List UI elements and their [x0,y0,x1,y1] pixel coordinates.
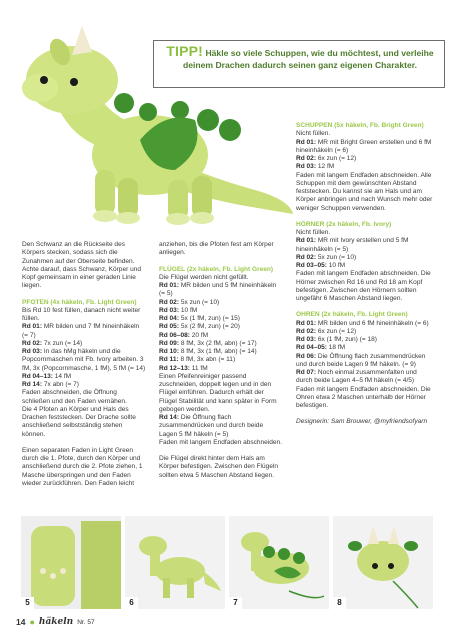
ohren-round-7: Rd 07: Noch einmal zusammenfalten und durch beide Lagen 4–5 fM häkeln (= 4/5) [296,369,417,385]
pfoten-round-14: Rd 14: 7x abn (= 7) [22,381,79,388]
flugel-round-4: Rd 04: 5x (1 fM, zun) (= 15) [159,315,240,322]
pfoten-close: Faden abschneiden, die Öffnung schließen und den Faden vernähen. [22,389,127,405]
flugel-round-9: Rd 09: 8 fM, 3x (2 fM, abn) (= 17) [159,339,257,347]
step-photo-8 [333,516,433,609]
ohren-round-4: Rd 04–05: 18 fM [296,344,346,352]
step-photo-8-image [333,516,433,609]
pfoten-round-2: Rd 02: 7x zun (= 14) [22,339,83,347]
step-photo-6-image [125,516,225,609]
flugel-cut: Faden mit langem Endfaden abschneiden. [159,438,283,446]
horner-paragraph: Faden mit langem Endfaden abschneiden. Die Hörner zwischen Rd 16 und Rd 18 am Kopf befestigen. Zwischen den Hörnern sollten ungefähr 6 Maschen Abstand liegen. [296,270,431,302]
schuppen-paragraph: Faden mit langem Endfaden abschneiden. Alle Schuppen mit dem gewünschten Abstand feststecken. Du kannst sie am Hals und am Körper anbringen und nach Wunsch mehr oder weniger Schuppen verwenden. [296,171,433,212]
step-photo-7 [229,516,329,609]
pfoten-intro: Bis Rd 10 fest füllen, danach nicht weiter füllen. [22,306,141,322]
flugel-round-2: Rd 02: 5x zun (= 10) [159,298,220,306]
flugel-pipecleaner: Einen Pfeifenreiniger passend zuschneiden, doppelt legen und in den Flügel einführen. Dadurch erhält der Flügel Stabilität und kann später in Form gebogen werden. [159,372,277,413]
text-column-3 [296,122,433,427]
tail-paragraph: Den Schwanz an die Rückseite des Körpers stecken, sodass sich die Zunahmen auf der Oberseite befinden. Achte darauf, dass Schwanz, Körper und Kopf gemeinsam in einer geraden Linie liegen. [22,241,142,290]
bullet-icon: ● [29,617,35,627]
page-number: 14 [16,617,26,627]
pfoten-heading: PFOTEN (4x häkeln, Fb. Light Green) [22,298,137,306]
pfoten-round-3: Rd 03: In das hMg häkeln und die Popcornmaschen mit Fb. Ivory arbeiten. 3 fM, 3x (Popcornmasche, 1 fM), 5 fM (= 14) [22,348,146,372]
tip-label: TIPP! [166,43,204,59]
text-column-1 [22,241,146,488]
pfoten-round-1: Rd 01: MR bilden und 7 fM hineinhäkeln (= 7) [22,323,140,339]
flugel-round-1: Rd 01: MR bilden und 5 fM hineinhäkeln (= 5) [159,282,277,298]
magazine-name: häkeln [38,617,74,627]
pfoten-attach: Die 4 Pfoten an Körper und Hals des Drachen feststecken. Der Drache sollte anschließend selbstständig stehen können. [22,405,136,438]
ohren-round-3: Rd 03: 6x (1 fM, zun) (= 18) [296,336,377,343]
step-number-7: 7 [229,597,242,609]
flugel-round-11: Rd 11: 8 fM, 3x abn (= 11) [159,356,236,364]
step-number-5: 5 [21,597,34,609]
step-photo-5-image [21,516,121,609]
flugel-round-3: Rd 03: 10 fM [159,306,198,314]
text-column-2 [159,241,283,480]
horner-round-3: Rd 03–05: 10 fM [296,262,346,269]
schuppen-round-2: Rd 02: 6x zun (= 12) [296,155,357,162]
pfoten-round-4: Rd 04–13: 14 fM [22,372,72,380]
ohren-heading: OHREN (2x häkeln, Fb. Light Green) [296,311,408,319]
step-photo-6 [125,516,225,609]
ohren-round-6: Rd 06: Die Öffnung flach zusammendrücken und durch beide Lagen 9 fM häkeln. (= 9) [296,352,426,368]
schuppen-round-3: Rd 03: 12 fM [296,163,335,171]
designer-credit: Designerin: Sam Brouwer, @myfriendsofyarn [296,418,428,426]
ohren-round-1: Rd 01: MR bilden und 6 fM hineinhäkeln (= 6) [296,319,429,327]
flugel-round-5: Rd 05: 5x (2 fM, zun) (= 20) [159,323,240,331]
flugel-intro: Die Flügel werden nicht gefüllt. [159,273,249,281]
ohren-paragraph: Faden mit langem Endfaden abschneiden. Die Ohren etwa 2 Maschen unterhalb der Hörner befestigen. [296,385,431,409]
dragon-hero-image [0,0,300,230]
ohren-round-2: Rd 02: 6x zun (= 12) [296,327,357,335]
horner-heading: HÖRNER (2x häkeln, Fb. Ivory) [296,220,392,228]
issue-number: Nr. 57 [77,618,95,626]
schuppen-heading: SCHUPPEN (5x häkeln, Fb. Bright Green) [296,122,424,129]
tip-box [153,40,445,88]
tip-text: Häkle so viele Schuppen, wie du möchtest, und verleihe deinem Drachen dadurch seinen ganz eigenen Charakter. [182,48,434,70]
flugel-round-12: Rd 12–13: 11 fM [159,364,208,372]
flugel-round-14: Rd 14: Die Öffnung flach zusammendrücken und durch beide Lagen 5 fM häkeln (= 5) [159,414,264,438]
step-photos [21,516,433,609]
pfoten-thread: Einen separaten Faden in Light Green durch die 1. Pfote, durch den Körper und anschließend durch die 2. Pfote ziehen, 1 Masche überspringen und den Faden wieder zurückführen. Den Faden leicht [22,446,143,487]
flugel-round-10: Rd 10: 8 fM, 3x (1 fM, abn) (= 14) [159,348,257,355]
flugel-heading: FLÜGEL (2x häkeln, Fb. Light Green) [159,265,274,273]
step-photo-7-image [229,516,329,609]
step-number-8: 8 [333,597,346,609]
step-photo-5 [21,516,121,609]
thread-continue: anziehen, bis die Pfoten fest am Körper anliegen. [159,241,274,257]
horner-round-2: Rd 02: 5x zun (= 10) [296,253,357,261]
page-footer [16,617,95,627]
schuppen-intro: Nicht füllen. [296,130,331,138]
flugel-round-6: Rd 06–08: 20 fM [159,331,209,339]
flugel-attach: Die Flügel direkt hinter dem Hals am Körper befestigen. Zwischen den Flügeln sollten etwa 5 Maschen Abstand liegen. [159,455,279,479]
schuppen-round-1: Rd 01: MR mit Bright Green erstellen und 6 fM hineinhäkeln (= 6) [296,138,432,154]
horner-round-1: Rd 01: MR mit Ivory erstellen und 5 fM hineinhäkeln (= 5) [296,237,409,253]
step-number-6: 6 [125,597,138,609]
horner-intro: Nicht füllen. [296,229,331,236]
